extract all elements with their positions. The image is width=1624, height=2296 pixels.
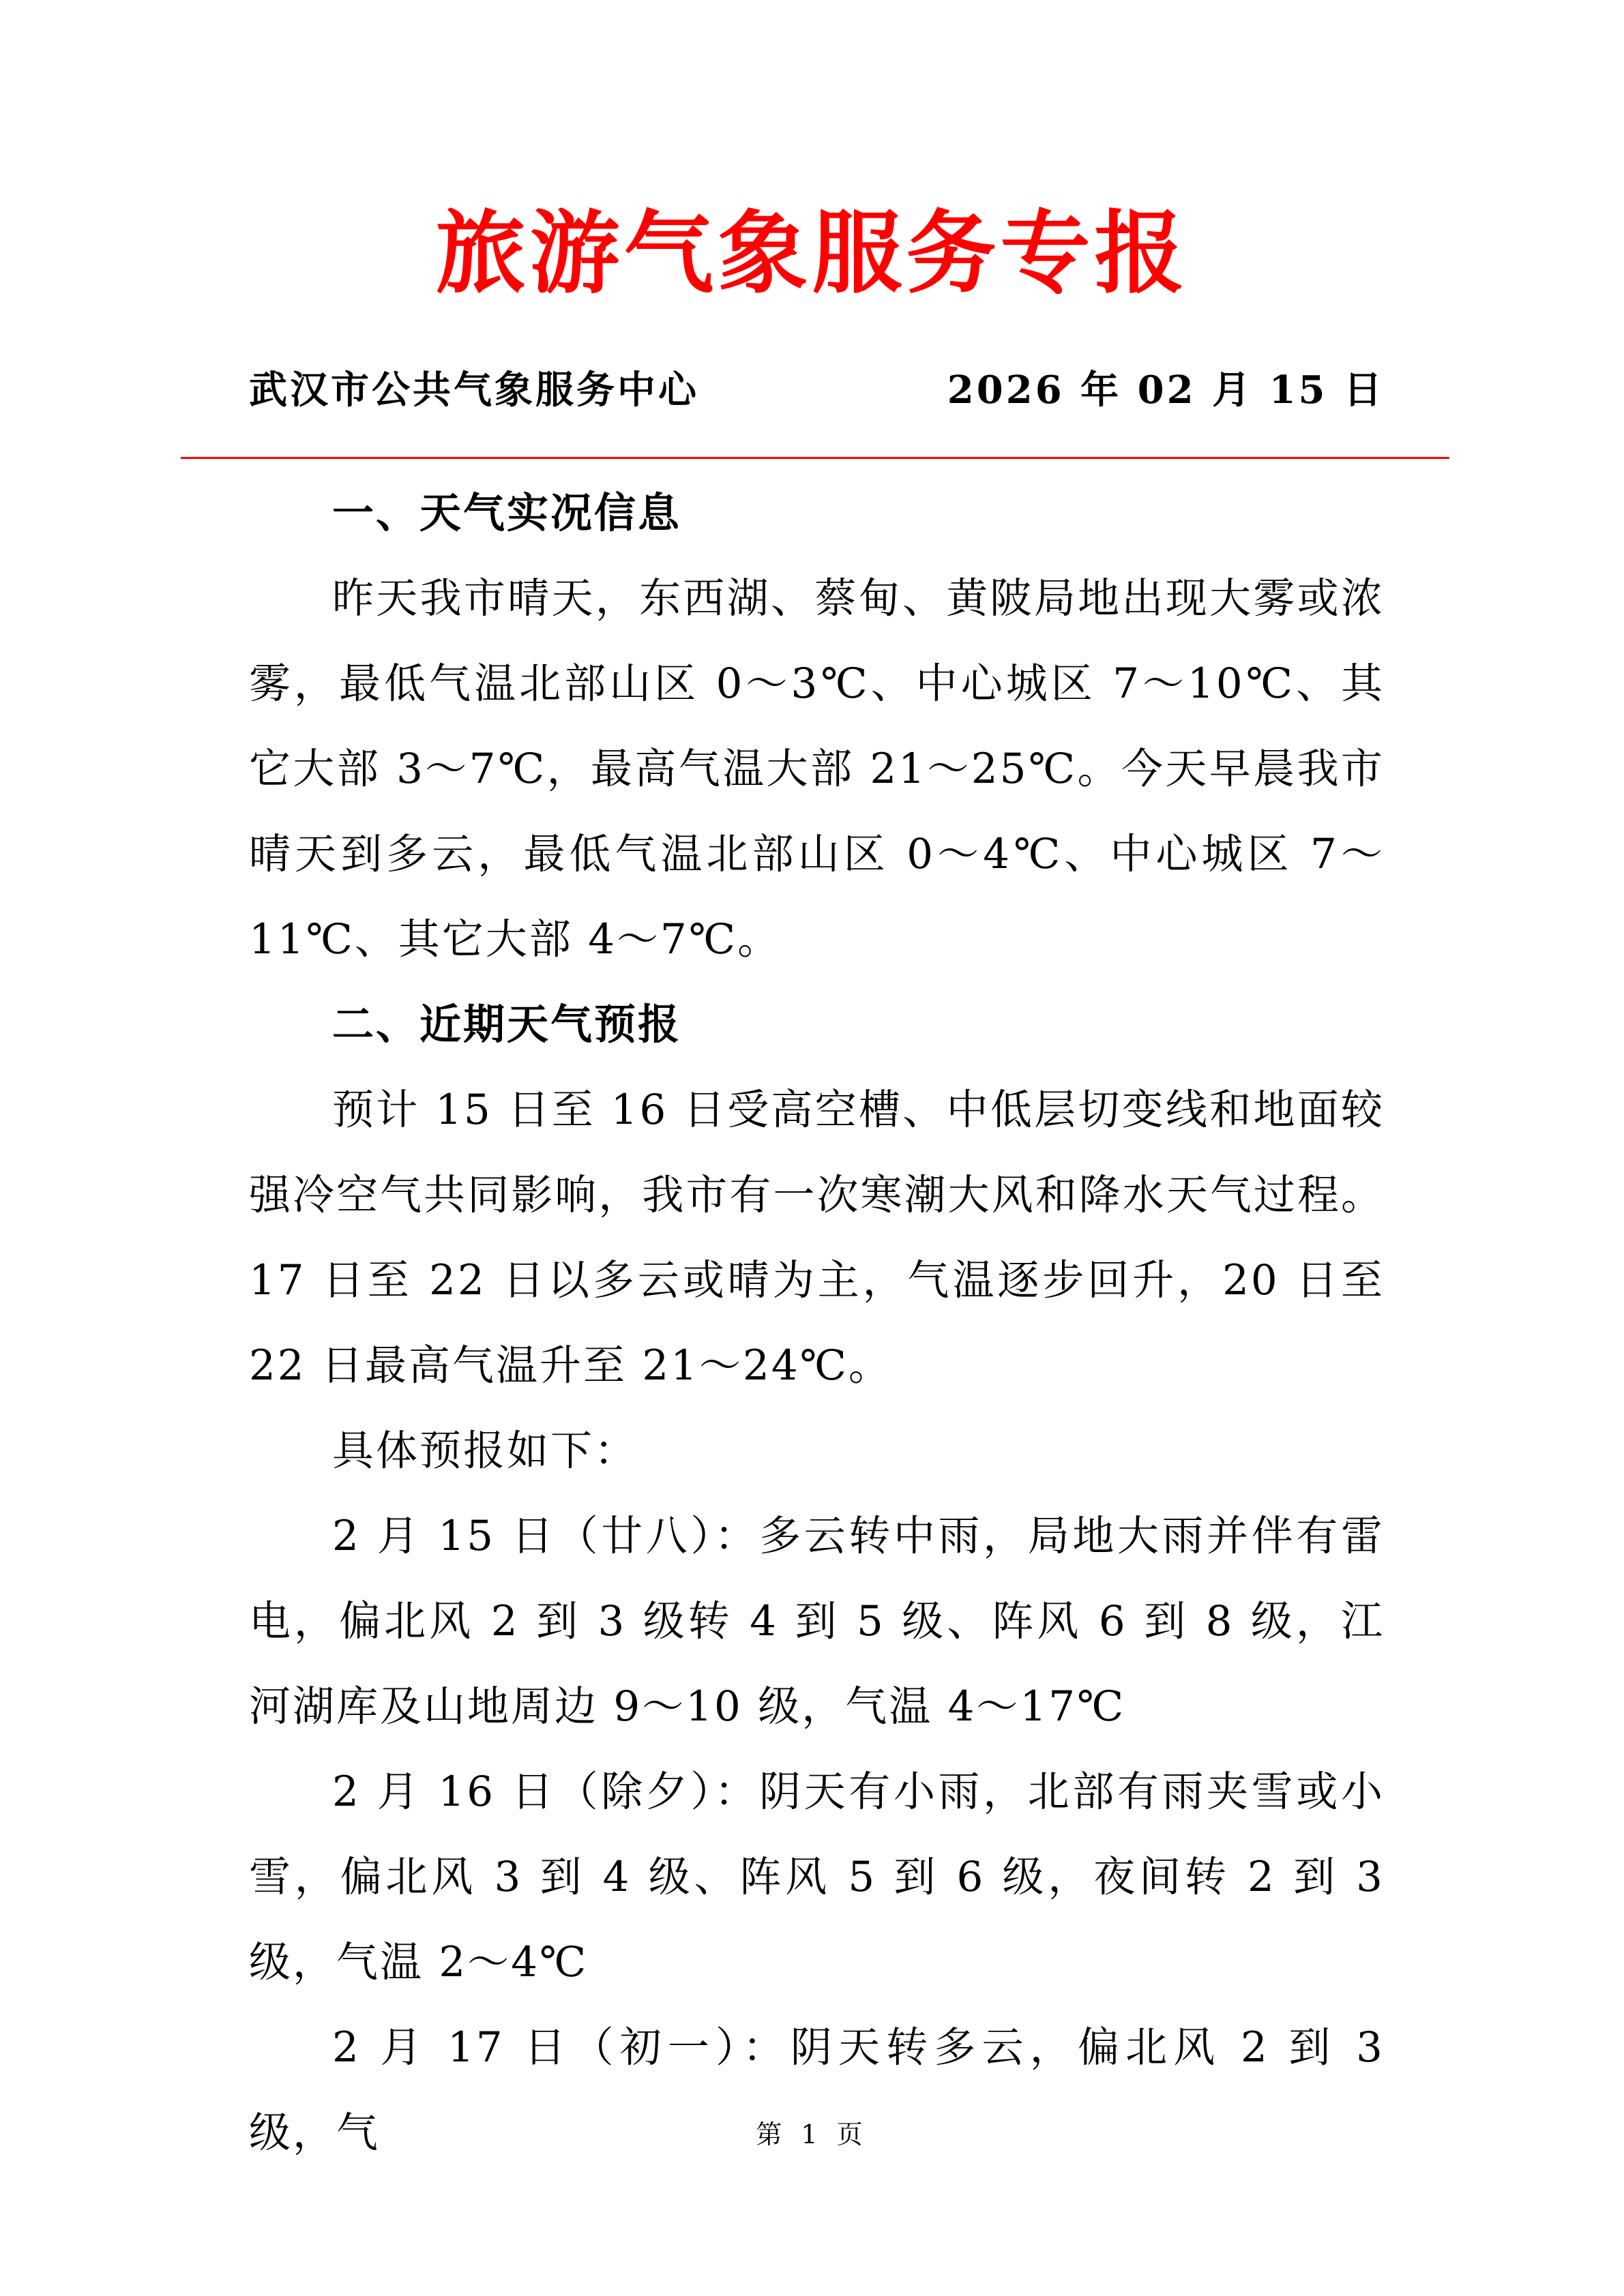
section-heading-forecast: 二、近期天气预报 — [332, 1000, 682, 1049]
report-title: 旅游气象服务专报 — [435, 200, 1189, 306]
report-body — [249, 471, 1385, 2175]
page-number: 第 1 页 — [756, 2119, 868, 2149]
issue-date: 2026 年 02 月 15 日 — [947, 368, 1385, 413]
observations-paragraph: 昨天我市晴天，东西湖、蔡甸、黄陂局地出现大雾或浓雾，最低气温北部山区 0～3℃、中心城区 7～10℃、其它大部 3～7℃，最高气温大部 21～25℃。今天早晨我市晴天到多云，最低气温北部山区 0～4℃、中心城区 7～11℃、其它大部 4～7℃。 — [249, 574, 1385, 964]
forecast-day-item: 2 月 15 日（廿八）：多云转中雨，局地大雨并伴有雷电，偏北风 2 到 3 级转 4 到 5 级、阵风 6 到 8 级，江河湖库及山地周边 9～10 级，气温 4～17℃ — [249, 1512, 1385, 1731]
section-heading-observations: 一、天气实况信息 — [332, 489, 682, 537]
issuer-name: 武汉市公共气象服务中心 — [249, 368, 699, 413]
forecast-day-item: 2 月 17 日（初一）：阴天转多云，偏北风 2 到 3 级，气 — [249, 2023, 1385, 2157]
red-divider — [181, 457, 1449, 459]
forecast-intro: 具体预报如下： — [332, 1427, 638, 1475]
forecast-paragraph: 预计 15 日至 16 日受高空槽、中低层切变线和地面较强冷空气共同影响，我市有一次寒潮大风和降水天气过程。17 日至 22 日以多云或晴为主，气温逐步回升，20 日至 22 日最高气温升至 21～24℃。 — [249, 1086, 1385, 1390]
report-header — [249, 363, 1385, 417]
forecast-day-item: 2 月 16 日（除夕）：阴天有小雨，北部有雨夹雪或小雪，偏北风 3 到 4 级、阵风 5 到 6 级，夜间转 2 到 3 级，气温 2～4℃ — [249, 1768, 1385, 1986]
